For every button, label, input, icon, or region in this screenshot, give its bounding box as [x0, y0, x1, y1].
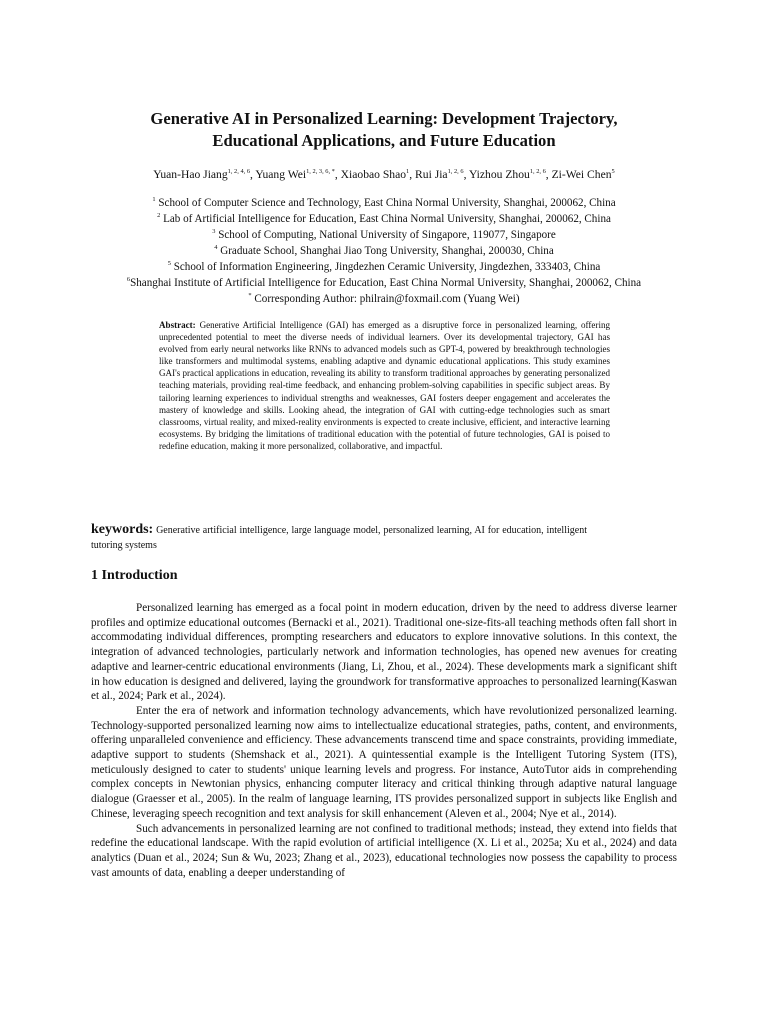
author-affiliation-marks: 1, 2, 6	[447, 168, 464, 175]
author-separator: ,	[545, 168, 552, 181]
author-affiliation-marks: 5	[611, 168, 615, 175]
affiliation-text: Graduate School, Shanghai Jiao Tong University, Shanghai, 200030, China	[220, 245, 554, 257]
keywords	[91, 522, 587, 553]
abstract-label: Abstract:	[159, 320, 196, 330]
author-separator: ,	[409, 168, 416, 181]
paper-title	[100, 108, 668, 152]
keywords-label: keywords:	[91, 522, 154, 537]
section-heading: 1 Introduction	[91, 568, 178, 583]
affiliation-mark: 4	[214, 244, 218, 251]
author	[469, 168, 552, 181]
affiliation-text: Lab of Artificial Intelligence for Education, East China Normal University, Shanghai, 200062, China	[163, 213, 611, 225]
author-separator: ,	[250, 168, 256, 181]
affiliation	[40, 195, 728, 211]
affiliation-mark: 5	[167, 260, 171, 267]
paragraph: Personalized learning has emerged as a focal point in modern education, driven by the need to address diverse learner profiles and optimize educational outcomes (Bernacki et al., 2021). Traditional one-size-fits-all teaching methods often fall short in accommodating individual differences, prompting researchers and educators to explore innovative solutions. In this context, the integration of advanced technologies, particularly network and information technologies, has opened new avenues for creating adaptive and learner-centric educational environments (Jiang, Li, Zhou, et al., 2024). These developments mark a significant shift in how education is designed and delivered, laying the groundwork for transformative approaches to personalized learning(Kaswan et al., 2024; Park et al., 2024).	[91, 602, 677, 703]
affiliation-mark: 6	[126, 276, 131, 283]
paragraph: Enter the era of network and information technology advancements, which have revolutionized personalized learning. Technology-supported personalized learning now aims to intellectualize educational strategies, paths, content, and environments, offering unparalleled convenience and efficiency. These advancements transcend time and space constraints, providing immediate, adaptive support to students (Shemshack et al., 2021). A quintessential example is the Intelligent Tutoring System (ITS), meticulously designed to cater to students' unique learning levels and progress. For instance, AutoTutor aids in comprehending complex concepts in Newtonian physics, enhancing computer literacy and critical thinking through adaptive natural language dialogue (Graesser et al., 2005). In the realm of language learning, ITS provides personalized support in subjects like English and Chinese, leveraging speech recognition and text analysis for skill enhancement (Aleven et al., 2004; Nye et al., 2014).	[91, 704, 677, 820]
paragraph: Such advancements in personalized learning are not confined to traditional methods; instead, they extend into fields that redefine the educational landscape. With the rapid evolution of artificial intelligence (X. Li et al., 2025a; Xu et al., 2024) and data analytics (Duan et al., 2024; Sun & Wu, 2023; Zhang et al., 2023), educational technologies now possess the capability to process vast amounts of data, enabling a deeper understanding of	[91, 822, 677, 879]
affiliation-text: Shanghai Institute of Artificial Intelligence for Education, East China Normal University, Shanghai, 200062, China	[130, 277, 642, 289]
author	[255, 168, 340, 181]
author-affiliation-marks: 1, 2, 4, 6	[227, 168, 251, 175]
paper-title-line: Generative AI in Personalized Learning: Development Trajectory,	[150, 109, 618, 128]
abstract	[159, 319, 610, 452]
author-name: Yuan-Hao Jiang	[153, 168, 228, 181]
corresponding-author-text: Corresponding Author: philrain@foxmail.com (Yuang Wei)	[254, 293, 520, 305]
author-list	[60, 168, 708, 181]
author-name: Yizhou Zhou	[468, 168, 530, 181]
author-name: Rui Jia	[415, 168, 448, 181]
paper-title-line: Educational Applications, and Future Education	[212, 131, 556, 150]
abstract-text: Generative Artificial Intelligence (GAI) has emerged as a disruptive force in personalized learning, offering unprecedented potential to meet the diverse needs of individual learners. Over its developmental trajectory, GAI has evolved from early neural networks like RNNs to advanced models such as GPT-4, powered by breakthrough technologies like transformers and multimodal systems, enabling adaptive and dynamic educational applications. This study examines GAI's practical applications in education, revealing its ability to transform traditional approaches by generating personalized teaching materials, providing real-time feedback, and enhancing problem-solving capabilities in specific subject areas. By tailoring learning experiences to individual strengths and weaknesses, GAI fosters deeper engagement and accelerates the mastery of knowledge and skills. Looking ahead, the integration of GAI with cutting-edge technologies such as smart classrooms, virtual reality, and mixed-reality environments is expected to create inclusive, efficient, and interactive learning ecosystems. By bridging the limitations of traditional education with the potential of future technologies, GAI is poised to redefine education, making it more personalized, collaborative, and impactful.	[159, 320, 610, 451]
affiliation-text: School of Computer Science and Technology, East China Normal University, Shanghai, 200062, China	[158, 197, 616, 209]
affiliation	[40, 227, 728, 243]
affiliation-list	[40, 195, 728, 307]
affiliation	[40, 275, 728, 291]
keywords-text: Generative artificial intelligence, large language model, personalized learning, AI for education, intelligent tutoring systems	[91, 525, 587, 551]
affiliation-mark: 3	[212, 228, 216, 235]
author-separator: ,	[463, 168, 469, 181]
affiliation	[40, 243, 728, 259]
affiliation-mark: 2	[157, 212, 161, 219]
author-affiliation-marks: 1, 2, 6	[529, 168, 546, 175]
author-affiliation-marks: 1, 2, 3, 6, *	[306, 168, 335, 175]
author-name: Yuang Wei	[255, 168, 307, 181]
affiliation	[40, 259, 728, 275]
affiliation-text: School of Computing, National University of Singapore, 119077, Singapore	[218, 229, 556, 241]
author	[153, 168, 255, 181]
author	[415, 168, 469, 181]
author-name: Zi-Wei Chen	[551, 168, 612, 181]
affiliation-mark: 1	[152, 196, 156, 203]
author	[552, 168, 615, 181]
body-text	[91, 601, 677, 880]
affiliation	[40, 211, 728, 227]
author-affiliation-marks: 1	[406, 168, 410, 175]
corresponding-author	[40, 291, 728, 307]
affiliation-text: School of Information Engineering, Jingdezhen Ceramic University, Jingdezhen, 333403, China	[173, 261, 601, 273]
author	[341, 168, 415, 181]
author-name: Xiaobao Shao	[340, 168, 407, 181]
author-separator: ,	[334, 168, 341, 181]
affiliation-mark: *	[248, 292, 252, 299]
